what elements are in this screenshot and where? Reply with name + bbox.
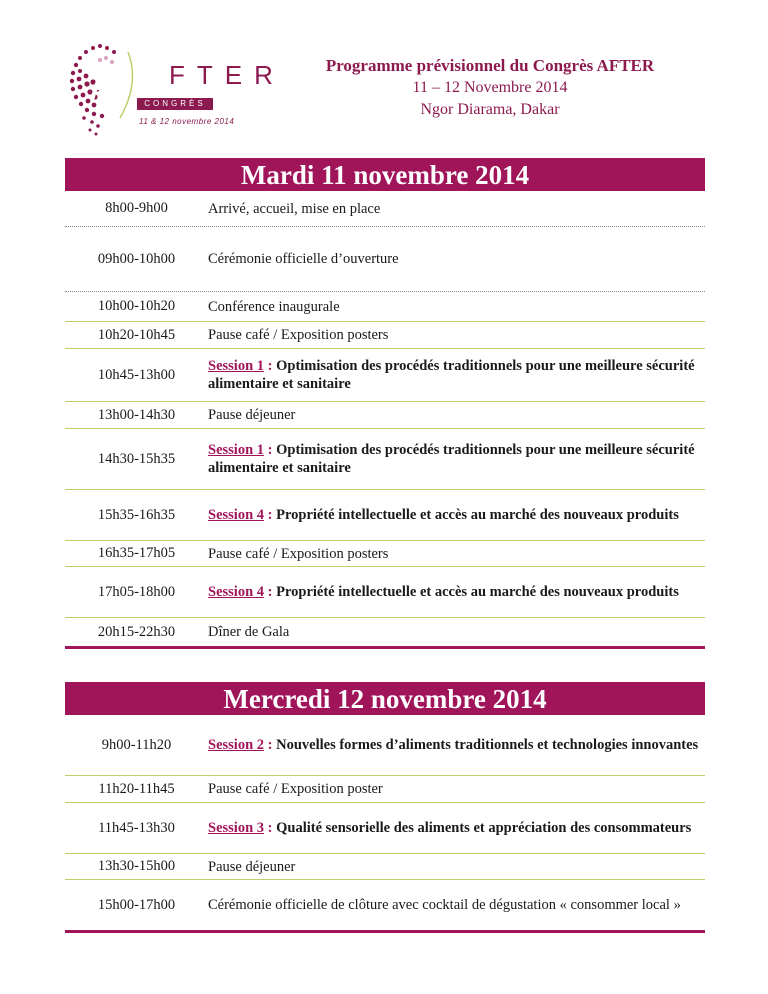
session-title: Propriété intellectuelle et accès au marché des nouveaux produits	[276, 507, 679, 523]
row-time: 09h00-10h00	[97, 250, 176, 267]
day-banner-mercredi: Mercredi 12 novembre 2014	[65, 682, 705, 715]
schedule-row	[65, 429, 705, 490]
session-link[interactable]: Session 4	[208, 584, 265, 600]
row-time: 10h20-10h45	[97, 326, 176, 343]
row-desc: Conférence inaugurale	[208, 298, 340, 315]
schedule-row	[65, 776, 705, 803]
session-link[interactable]: Session 2	[208, 737, 265, 753]
row-desc: Cérémonie officielle de clôture avec cocktail de dégustation « consommer local »	[208, 897, 681, 913]
session-title: Propriété intellectuelle et accès au marché des nouveaux produits	[276, 584, 679, 600]
schedule-row	[65, 349, 705, 402]
row-desc: Pause café / Exposition poster	[208, 781, 383, 797]
row-desc: Dîner de Gala	[208, 624, 290, 640]
row-time: 13h30-15h00	[97, 858, 176, 874]
row-time: 17h05-18h00	[97, 583, 176, 600]
schedule-row	[65, 715, 705, 776]
document-header	[260, 55, 720, 121]
logo-date: 11 & 12 novembre 2014	[139, 117, 235, 126]
schedule-row	[65, 567, 705, 618]
schedule-day1	[65, 191, 705, 649]
row-time: 11h20-11h45	[98, 780, 175, 797]
row-time: 14h30-15h35	[97, 450, 176, 467]
schedule-row	[65, 191, 705, 227]
row-time: 10h00-10h20	[97, 298, 176, 314]
logo-emblem-icon	[62, 38, 142, 138]
session-colon: :	[264, 507, 277, 523]
row-desc: Pause déjeuner	[208, 407, 296, 423]
day-banner-mardi: Mardi 11 novembre 2014	[65, 158, 705, 191]
session-colon: :	[264, 820, 277, 836]
row-desc	[208, 357, 705, 393]
schedule-row	[65, 402, 705, 429]
session-title: Nouvelles formes d’aliments traditionnels et technologies innovantes	[276, 737, 699, 753]
row-desc	[208, 736, 705, 754]
schedule-row	[65, 880, 705, 933]
schedule-day2	[65, 715, 705, 933]
session-title: Optimisation des procédés traditionnels pour une meilleure sécurité alimentaire et sanitaire	[208, 442, 695, 476]
schedule-row	[65, 854, 705, 880]
row-time: 13h00-14h30	[97, 406, 176, 423]
row-time: 16h35-17h05	[97, 545, 176, 561]
session-link[interactable]: Session 1	[208, 442, 265, 458]
session-colon: :	[264, 358, 277, 374]
schedule-row	[65, 322, 705, 349]
row-time: 10h45-13h00	[97, 366, 176, 383]
session-link[interactable]: Session 3	[208, 820, 265, 836]
row-desc: Arrivé, accueil, mise en place	[208, 200, 381, 217]
row-time: 11h45-13h30	[98, 819, 175, 836]
document-dates: 11 – 12 Novembre 2014	[412, 79, 568, 96]
schedule-row	[65, 227, 705, 292]
session-title: Optimisation des procédés traditionnels pour une meilleure sécurité alimentaire et sanitaire	[208, 358, 695, 392]
row-time: 9h00-11h20	[101, 736, 172, 753]
document-title: Programme prévisionnel du Congrès AFTER	[325, 56, 655, 75]
row-desc	[208, 583, 705, 601]
row-desc: Pause déjeuner	[208, 858, 296, 875]
row-time: 20h15-22h30	[97, 623, 176, 640]
row-desc	[208, 506, 705, 524]
row-desc: Cérémonie officielle d’ouverture	[208, 251, 399, 267]
row-desc: Pause café / Exposition posters	[208, 327, 389, 343]
row-time: 15h00-17h00	[97, 896, 176, 913]
session-colon: :	[264, 584, 277, 600]
schedule-row	[65, 618, 705, 649]
row-time: 15h35-16h35	[97, 506, 176, 523]
logo-wordmark: FTER	[169, 60, 285, 90]
row-time: 8h00-9h00	[105, 200, 168, 216]
schedule-row	[65, 541, 705, 567]
row-desc	[208, 441, 705, 477]
session-title: Qualité sensorielle des aliments et appréciation des consommateurs	[276, 820, 692, 836]
schedule-row	[65, 292, 705, 322]
schedule-row	[65, 803, 705, 854]
after-logo	[62, 38, 285, 138]
session-colon: :	[264, 737, 277, 753]
row-desc: Pause café / Exposition posters	[208, 545, 389, 562]
session-colon: :	[264, 442, 277, 458]
session-link[interactable]: Session 1	[208, 358, 265, 374]
schedule-row	[65, 490, 705, 541]
row-desc	[208, 819, 705, 837]
document-venue: Ngor Diarama, Dakar	[420, 101, 560, 118]
logo-congres-band: CONGRÈS	[137, 98, 213, 110]
session-link[interactable]: Session 4	[208, 507, 265, 523]
